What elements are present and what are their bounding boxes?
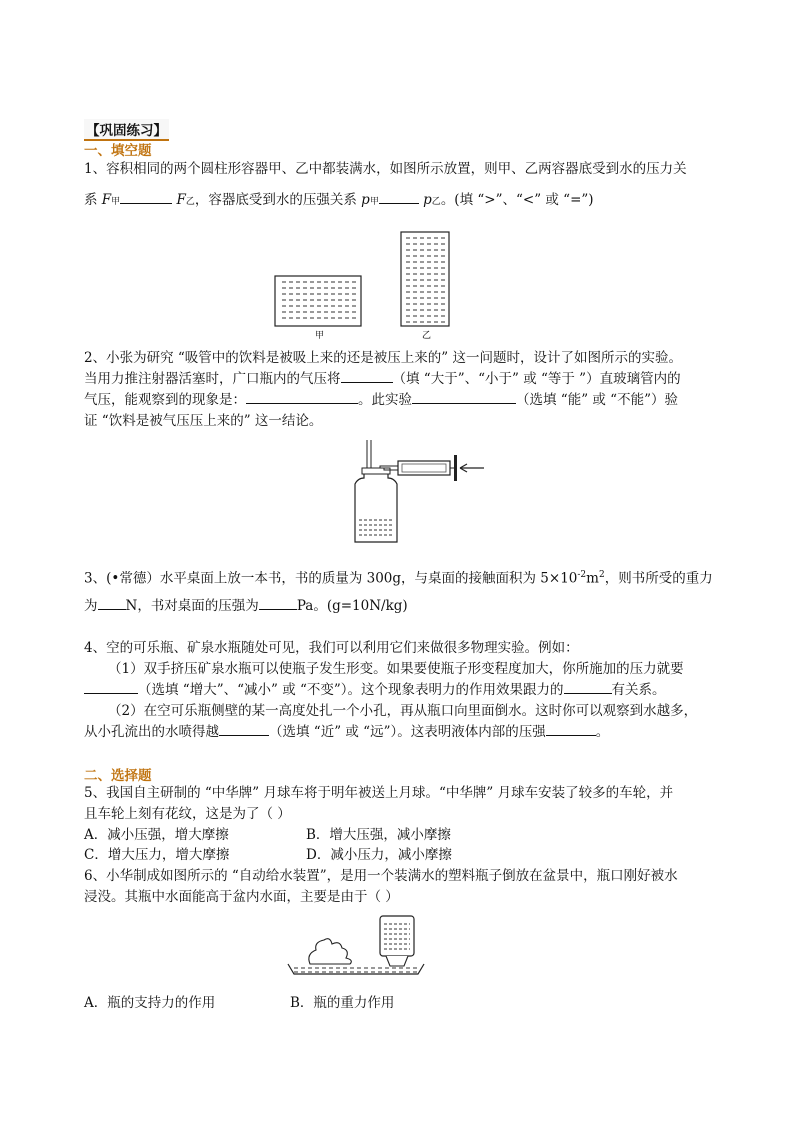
q2-line3: 气压，能观察到的现象是： 。此实验 （选填 “能” 或 “不能”）验 bbox=[84, 392, 678, 408]
container-yi bbox=[401, 232, 449, 326]
q5-option-a[interactable]: A．减小压强，增大摩擦 bbox=[84, 827, 229, 843]
q6-line1: 6、小华制成如图所示的 “自动给水装置”，是用一个装满水的塑料瓶子倒放在盆景中，瓶口刚好被水 bbox=[84, 868, 678, 884]
q2-blank-3[interactable] bbox=[412, 391, 516, 404]
q3-line2: 为 N，书对桌面的压强为 Pa。(g=10N/kg) bbox=[84, 598, 408, 614]
syringe-bottle-figure bbox=[350, 438, 490, 548]
q3-line1: 3、(•常德）水平桌面上放一本书，书的质量为 300g，与桌面的接触面积为 $5\times 10^{-2}m^2$，则书所受的重力 bbox=[84, 570, 713, 587]
q6-line2: 浸没。其瓶中水面能高于盆内水面，主要是由于（ ） bbox=[84, 889, 399, 905]
q4-line4: （2）在空可乐瓶侧壁的某一高度处扎一个小孔，再从瓶口向里面倒水。这时你可以观察到水越多， bbox=[108, 703, 698, 719]
q4-blank-4[interactable] bbox=[546, 723, 596, 736]
q2-line1: 2、小张为研究 “吸管中的饮料是被吸上来的还是被压上来的” 这一问题时，设计了如图所示的实验。 bbox=[84, 350, 682, 366]
q6-option-b[interactable]: B．瓶的重力作用 bbox=[290, 995, 395, 1011]
q6-option-a[interactable]: A．瓶的支持力的作用 bbox=[84, 995, 216, 1011]
containers-figure bbox=[272, 226, 452, 346]
practice-title: 【巩固练习】 bbox=[84, 119, 169, 141]
q4-line1: 4、空的可乐瓶、矿泉水瓶随处可见，我们可以利用它们来做很多物理实验。例如： bbox=[84, 640, 579, 656]
q1-blank-2[interactable] bbox=[379, 191, 419, 204]
q2-line4: 证 “饮料是被气压压上来的” 这一结论。 bbox=[84, 413, 323, 429]
q2-line2: 当用力推注射器活塞时，广口瓶内的气压将 （填 “大于”、“小于” 或 “等于 ”）直玻璃管内的 bbox=[84, 371, 681, 387]
q4-line5: 从小孔流出的水喷得越 （选填 “近” 或 “远”）。这表明液体内部的压强 。 bbox=[84, 724, 610, 740]
q5-line2: 且车轮上刻有花纹，这是为了（ ） bbox=[84, 806, 291, 822]
rock-plant bbox=[309, 939, 351, 964]
q1-line2: 系 F甲 F乙，容器底受到水的压强关系 p甲 p乙。(填 “>”、“<” 或 “=”) bbox=[84, 192, 594, 208]
syringe-plunger bbox=[454, 455, 457, 481]
wide-mouth-bottle bbox=[355, 472, 397, 542]
q5-option-c[interactable]: C．增大压力，增大摩擦 bbox=[84, 847, 230, 863]
q2-blank-1[interactable] bbox=[341, 370, 393, 383]
inverted-bottle bbox=[380, 916, 414, 956]
q4-blank-2[interactable] bbox=[564, 681, 612, 694]
q2-blank-2[interactable] bbox=[246, 391, 358, 404]
q4-blank-1[interactable] bbox=[84, 681, 138, 694]
label-jia: 甲 bbox=[315, 331, 325, 341]
label-yi: 乙 bbox=[422, 331, 432, 341]
auto-water-figure bbox=[286, 910, 426, 980]
q3-blank-2[interactable] bbox=[259, 597, 297, 610]
q4-blank-3[interactable] bbox=[219, 723, 269, 736]
q1-blank-1[interactable] bbox=[120, 191, 172, 204]
q5-line1: 5、我国自主研制的 “中华牌” 月球车将于明年被送上月球。“中华牌” 月球车安装了较多的车轮，并 bbox=[84, 785, 674, 801]
q3-blank-1[interactable] bbox=[98, 597, 126, 610]
section-multiple-choice: 二、选择题 bbox=[84, 768, 152, 784]
q1-line1: 1、容积相同的两个圆柱形容器甲、乙中都装满水，如图所示放置，则甲、乙两容器底受到水的压力关 bbox=[84, 161, 687, 177]
q5-option-d[interactable]: D．减小压力，减小摩擦 bbox=[306, 847, 452, 863]
q4-line2: （1）双手挤压矿泉水瓶可以使瓶子发生形变。如果要使瓶子形变程度加大，你所施加的压力就要 bbox=[108, 661, 684, 677]
q4-line3: （选填 “增大”、“减小” 或 “不变”）。这个现象表明力的作用效果跟力的 有关系。 bbox=[84, 681, 666, 699]
section-fill-in: 一、填空题 bbox=[84, 143, 152, 159]
q5-option-b[interactable]: B．增大压强，减小摩擦 bbox=[306, 827, 451, 843]
